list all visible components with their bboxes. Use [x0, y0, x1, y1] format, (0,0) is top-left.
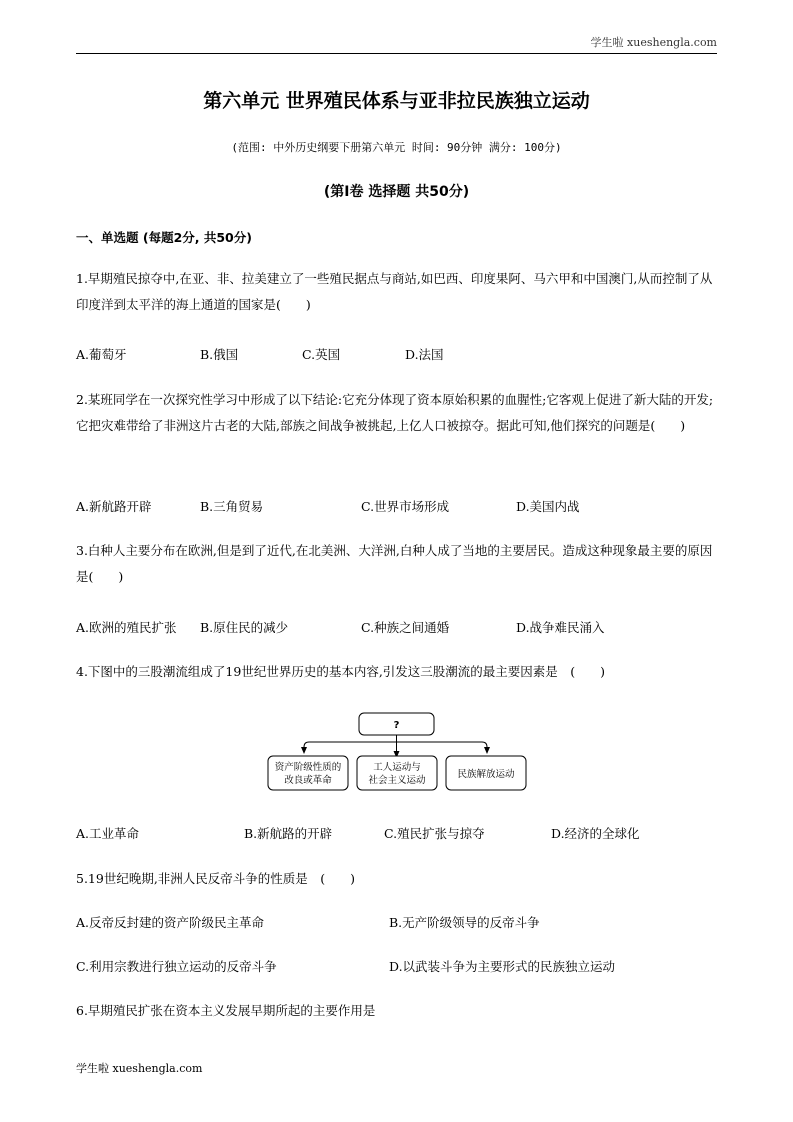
option-b[interactable]: B.俄国 [200, 347, 239, 362]
diagram-branch [304, 742, 487, 747]
option-a[interactable]: A.工业革命 [76, 826, 140, 841]
arrow-left [301, 747, 307, 754]
volume-heading: (第Ⅰ卷 选择题 共50分) [323, 184, 470, 200]
question-6: 6.早期殖民扩张在资本主义发展早期所起的主要作用是 [76, 1003, 376, 1018]
arrow-right [484, 747, 490, 754]
option-b[interactable]: B.三角贸易 [200, 499, 264, 514]
question-5-options-row2 [76, 957, 719, 977]
question-5-options-row1 [76, 913, 719, 933]
option-b[interactable]: B.原住民的减少 [200, 620, 289, 635]
option-d[interactable]: D.经济的全球化 [551, 826, 640, 841]
diagram-box-labor-line2: 社会主义运动 [368, 775, 426, 786]
option-d[interactable]: D.美国内战 [516, 499, 580, 514]
section-heading: 一、单选题 (每题2分, 共50分) [76, 230, 252, 245]
question-1-options [76, 345, 719, 365]
question-2-options [76, 497, 719, 517]
option-a[interactable]: A.新航路开辟 [76, 499, 152, 514]
diagram-box-reform-line2: 改良或革命 [284, 775, 332, 786]
question-2: 2.某班同学在一次探究性学习中形成了以下结论:它充分体现了资本原始积累的血腥性;它客观上促进了新大陆的开发;它把灾难带给了非洲这片古老的大陆,部族之间战争被挑起,上亿人口被掠夺。据此可知,他们探究的问题是( ) [76, 392, 714, 433]
question-4-options [76, 824, 719, 844]
page-title: 第六单元 世界殖民体系与亚非拉民族独立运动 [203, 90, 590, 112]
exam-scope: (范围: 中外历史纲要下册第六单元 时间: 90分钟 满分: 100分) [231, 141, 562, 154]
question-3-options [76, 618, 719, 638]
q4-flow-diagram [266, 711, 528, 793]
option-d[interactable]: D.法国 [405, 347, 444, 362]
option-a[interactable]: A.葡萄牙 [76, 347, 127, 362]
question-1: 1.早期殖民掠夺中,在亚、非、拉美建立了一些殖民据点与商站,如巴西、印度果阿、马六甲和中国澳门,从而控制了从印度洋到太平洋的海上通道的国家是( ) [76, 271, 713, 312]
option-a[interactable]: A.反帝反封建的资产阶级民主革命 [76, 915, 265, 930]
option-d[interactable]: D.以武装斗争为主要形式的民族独立运动 [389, 959, 616, 974]
footer-site: 学生啦 xueshengla.com [76, 1062, 203, 1075]
option-c[interactable]: C.世界市场形成 [361, 499, 450, 514]
header-site: 学生啦 xueshengla.com [590, 36, 717, 49]
option-c[interactable]: C.殖民扩张与掠夺 [384, 826, 485, 841]
option-c[interactable]: C.种族之间通婚 [361, 620, 450, 635]
option-b[interactable]: B.无产阶级领导的反帝斗争 [389, 915, 540, 930]
question-5: 5.19世纪晚期,非洲人民反帝斗争的性质是 ( ) [76, 871, 356, 886]
option-c[interactable]: C.英国 [302, 347, 341, 362]
option-d[interactable]: D.战争难民涌入 [516, 620, 605, 635]
header-divider [76, 53, 717, 54]
question-4: 4.下图中的三股潮流组成了19世纪世界历史的基本内容,引发这三股潮流的最主要因素是 ( ) [76, 664, 606, 679]
option-c[interactable]: C.利用宗教进行独立运动的反帝斗争 [76, 959, 277, 974]
diagram-box-labor-line1: 工人运动与 [373, 762, 421, 773]
question-3: 3.白种人主要分布在欧洲,但是到了近代,在北美洲、大洋洲,白种人成了当地的主要居民。造成这种现象最主要的原因是( ) [76, 543, 713, 584]
diagram-box-reform-line1: 资产阶级性质的 [274, 762, 342, 773]
diagram-top-label: ? [393, 720, 400, 731]
option-a[interactable]: A.欧洲的殖民扩张 [76, 620, 177, 635]
diagram-box-liberation-line1: 民族解放运动 [457, 769, 515, 780]
option-b[interactable]: B.新航路的开辟 [244, 826, 333, 841]
